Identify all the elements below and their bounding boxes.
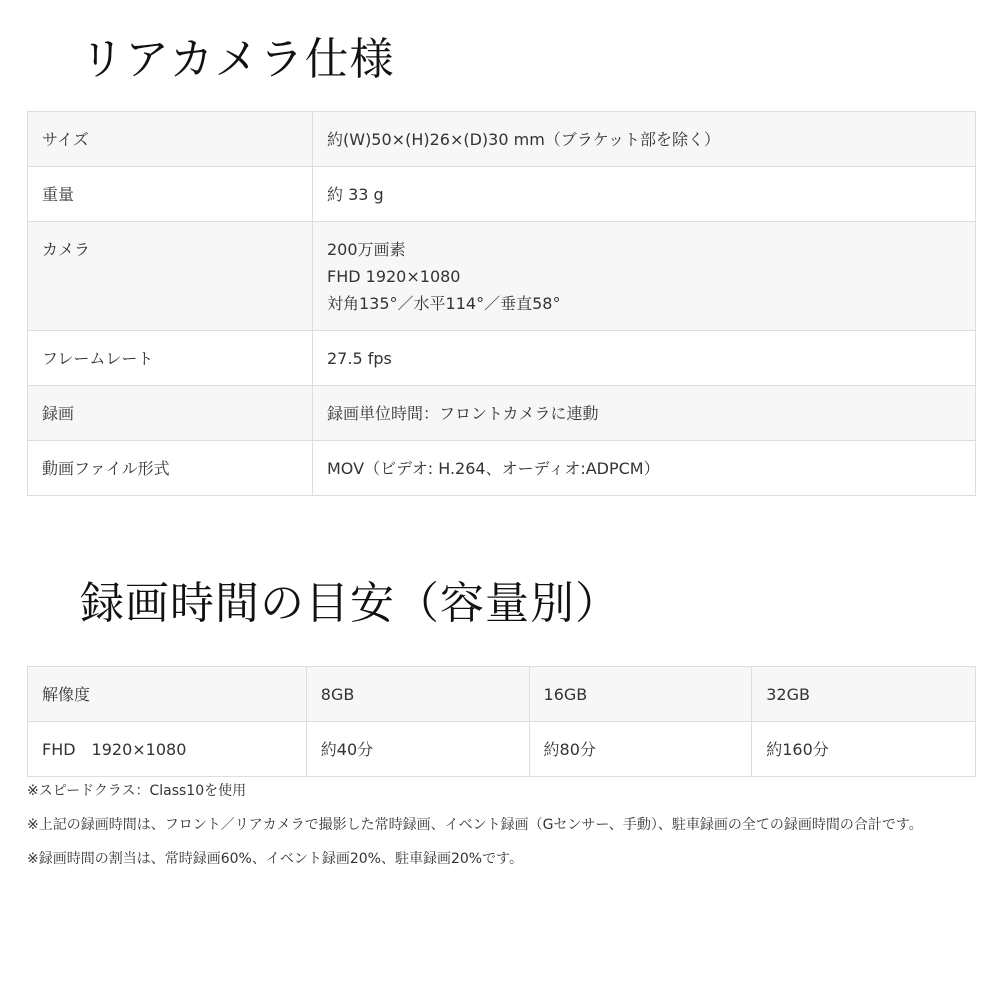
spec-value xyxy=(313,441,976,496)
spec-value-line: 対角135°／水平114°／垂直58° xyxy=(327,294,561,313)
footnotes xyxy=(27,780,977,882)
table-cell-32gb: 約160分 xyxy=(752,722,976,777)
spec-label: 録画 xyxy=(28,386,313,441)
recording-time-heading: 録画時間の目安（容量別） xyxy=(80,578,620,629)
column-header-32gb: 32GB xyxy=(752,667,976,722)
spec-label: カメラ xyxy=(28,222,313,331)
footnote: ※上記の録画時間は、フロント／リアカメラで撮影した常時録画、イベント録画（Gセンサー、手動）、駐車録画の全ての録画時間の合計です。 xyxy=(27,817,923,833)
spec-label: サイズ xyxy=(28,112,313,167)
spec-value xyxy=(313,112,976,167)
footnote: ※スピードクラス：Class10を使用 xyxy=(27,783,247,799)
spec-value xyxy=(313,331,976,386)
table-row xyxy=(28,386,976,441)
table-row xyxy=(28,222,976,331)
spec-value-line: 録画単位時間：フロントカメラに連動 xyxy=(327,404,599,423)
spec-value-line: 27.5 fps xyxy=(327,349,392,368)
table-cell-8gb: 約40分 xyxy=(306,722,529,777)
table-row xyxy=(28,722,976,777)
table-row xyxy=(28,167,976,222)
spec-value-line: 200万画素 xyxy=(327,240,406,259)
table-cell-16gb: 約80分 xyxy=(529,722,752,777)
column-header-resolution: 解像度 xyxy=(28,667,307,722)
table-row xyxy=(28,112,976,167)
rear-camera-spec-heading: リアカメラ仕様 xyxy=(80,34,395,85)
spec-value-line: 約(W)50×(H)26×(D)30 mm（ブラケット部を除く） xyxy=(327,130,720,149)
recording-time-table xyxy=(27,666,976,777)
table-row xyxy=(28,441,976,496)
footnote: ※録画時間の割当は、常時録画60%、イベント録画20%、駐車録画20%です。 xyxy=(27,851,523,867)
table-row xyxy=(28,331,976,386)
table-header-row xyxy=(28,667,976,722)
spec-label: 動画ファイル形式 xyxy=(28,441,313,496)
spec-value-line: FHD 1920×1080 xyxy=(327,267,461,286)
spec-value xyxy=(313,222,976,331)
table-cell-resolution: FHD 1920×1080 xyxy=(28,722,307,777)
column-header-8gb: 8GB xyxy=(306,667,529,722)
rear-camera-spec-table xyxy=(27,111,976,496)
spec-value-line: 約 33 g xyxy=(327,185,384,204)
column-header-16gb: 16GB xyxy=(529,667,752,722)
spec-label: 重量 xyxy=(28,167,313,222)
spec-value xyxy=(313,386,976,441)
spec-value-line: MOV（ビデオ: H.264、オーディオ:ADPCM） xyxy=(327,459,660,478)
spec-value xyxy=(313,167,976,222)
spec-label: フレームレート xyxy=(28,331,313,386)
